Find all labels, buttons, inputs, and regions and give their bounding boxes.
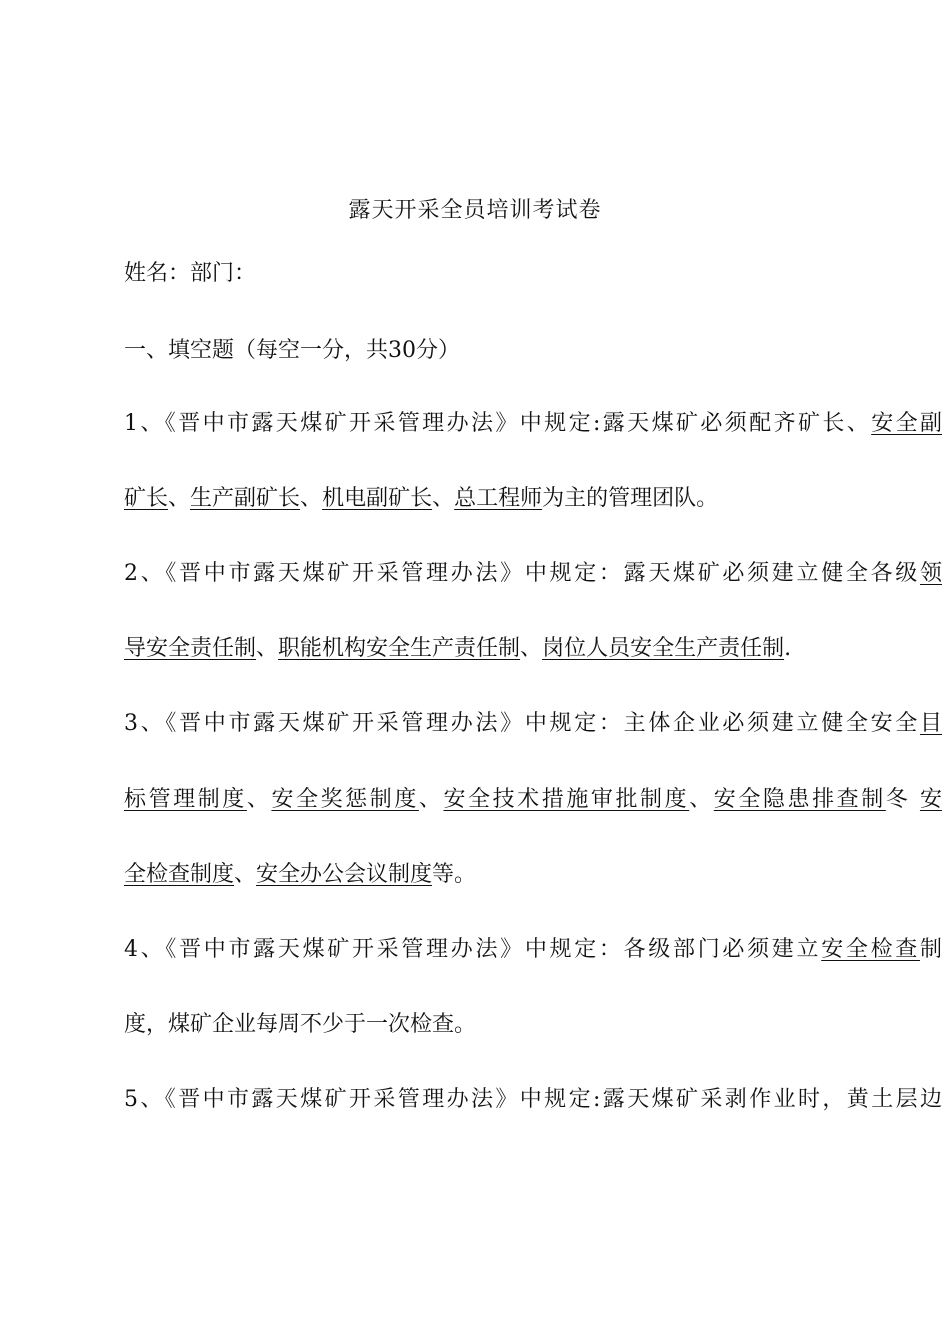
question-3-line-2: [124, 785, 942, 815]
question-5-line-1: 5、《晋中市露天煤矿开采管理办法》中规定:露天煤矿采剥作业时，黄土层边: [124, 1087, 942, 1112]
question-3-sep-3: 、: [689, 787, 714, 812]
question-1-prefix: 1、《晋中市露天煤矿开采管理办法》中规定:露天煤矿必须配齐矿长、: [124, 411, 872, 436]
question-1-blank-2: 生产副矿长: [190, 486, 301, 511]
question-3-mid: 冬: [885, 787, 920, 812]
question-3-blank-1: 目: [919, 711, 942, 736]
question-3-blank-5: 安: [919, 787, 942, 812]
question-3-blank-5-cont: 全检查制度: [124, 862, 235, 887]
question-4-blank-1: 安全检查: [821, 937, 920, 962]
question-1-sep-3: 、: [432, 486, 455, 511]
question-3-line-3: [124, 860, 942, 890]
question-3-blank-2: 安全奖惩制度: [271, 787, 419, 812]
question-1-blank-3: 机电副矿长: [322, 486, 433, 511]
question-1-line-1: [124, 409, 942, 439]
question-4-line-1: [124, 935, 942, 965]
question-1-sep-2: 、: [300, 486, 323, 511]
question-2-blank-3: 岗位人员安全生产责任制: [542, 636, 785, 661]
question-3-sep-1: 、: [246, 787, 272, 812]
question-1-blank-4: 总工程师: [454, 486, 543, 511]
question-2-sep-1: 、: [256, 636, 279, 661]
section-1-heading: 一、填空题（每空一分，共30分）: [124, 338, 460, 363]
question-2-blank-1: 领: [919, 561, 942, 586]
question-2-prefix: 2、《晋中市露天煤矿开采管理办法》中规定：露天煤矿必须建立健全各级: [124, 561, 920, 586]
question-4-prefix: 4、《晋中市露天煤矿开采管理办法》中规定：各级部门必须建立: [124, 937, 822, 962]
question-4-line-2: 度，煤矿企业每周不少于一次检查。: [124, 1012, 477, 1037]
name-department-line: 姓名：部门：: [124, 261, 257, 286]
question-3-sep-2: 、: [418, 787, 444, 812]
question-3-blank-6: 安全办公会议制度: [256, 862, 433, 887]
question-1-blank-1: 安全副: [871, 411, 942, 436]
question-2-blank-2: 职能机构安全生产责任制: [278, 636, 521, 661]
question-3-sep-5: 、: [234, 862, 257, 887]
question-2-suffix: .: [784, 636, 792, 661]
question-3-line-1: [124, 709, 942, 739]
question-3-prefix: 3、《晋中市露天煤矿开采管理办法》中规定：主体企业必须建立健全安全: [124, 711, 920, 736]
question-3-blank-3: 安全技术措施审批制度: [443, 787, 690, 812]
question-3-suffix: 等。: [432, 862, 477, 887]
question-2-line-1: [124, 559, 942, 589]
question-1-sep-1: 、: [168, 486, 191, 511]
question-3-blank-1-cont: 标管理制度: [124, 787, 247, 812]
question-1-suffix: 为主的管理团队。: [542, 486, 719, 511]
question-2-sep-2: 、: [520, 636, 543, 661]
question-2-blank-1-cont: 导安全责任制: [124, 636, 257, 661]
question-3-blank-4: 安全隐患排查制: [713, 787, 886, 812]
question-4-suffix: 制: [919, 937, 942, 962]
question-2-line-2: [124, 634, 942, 664]
question-1-blank-1-cont: 矿长: [124, 486, 169, 511]
exam-title: 露天开采全员培训考试卷: [348, 198, 602, 223]
question-1-line-2: [124, 484, 942, 514]
